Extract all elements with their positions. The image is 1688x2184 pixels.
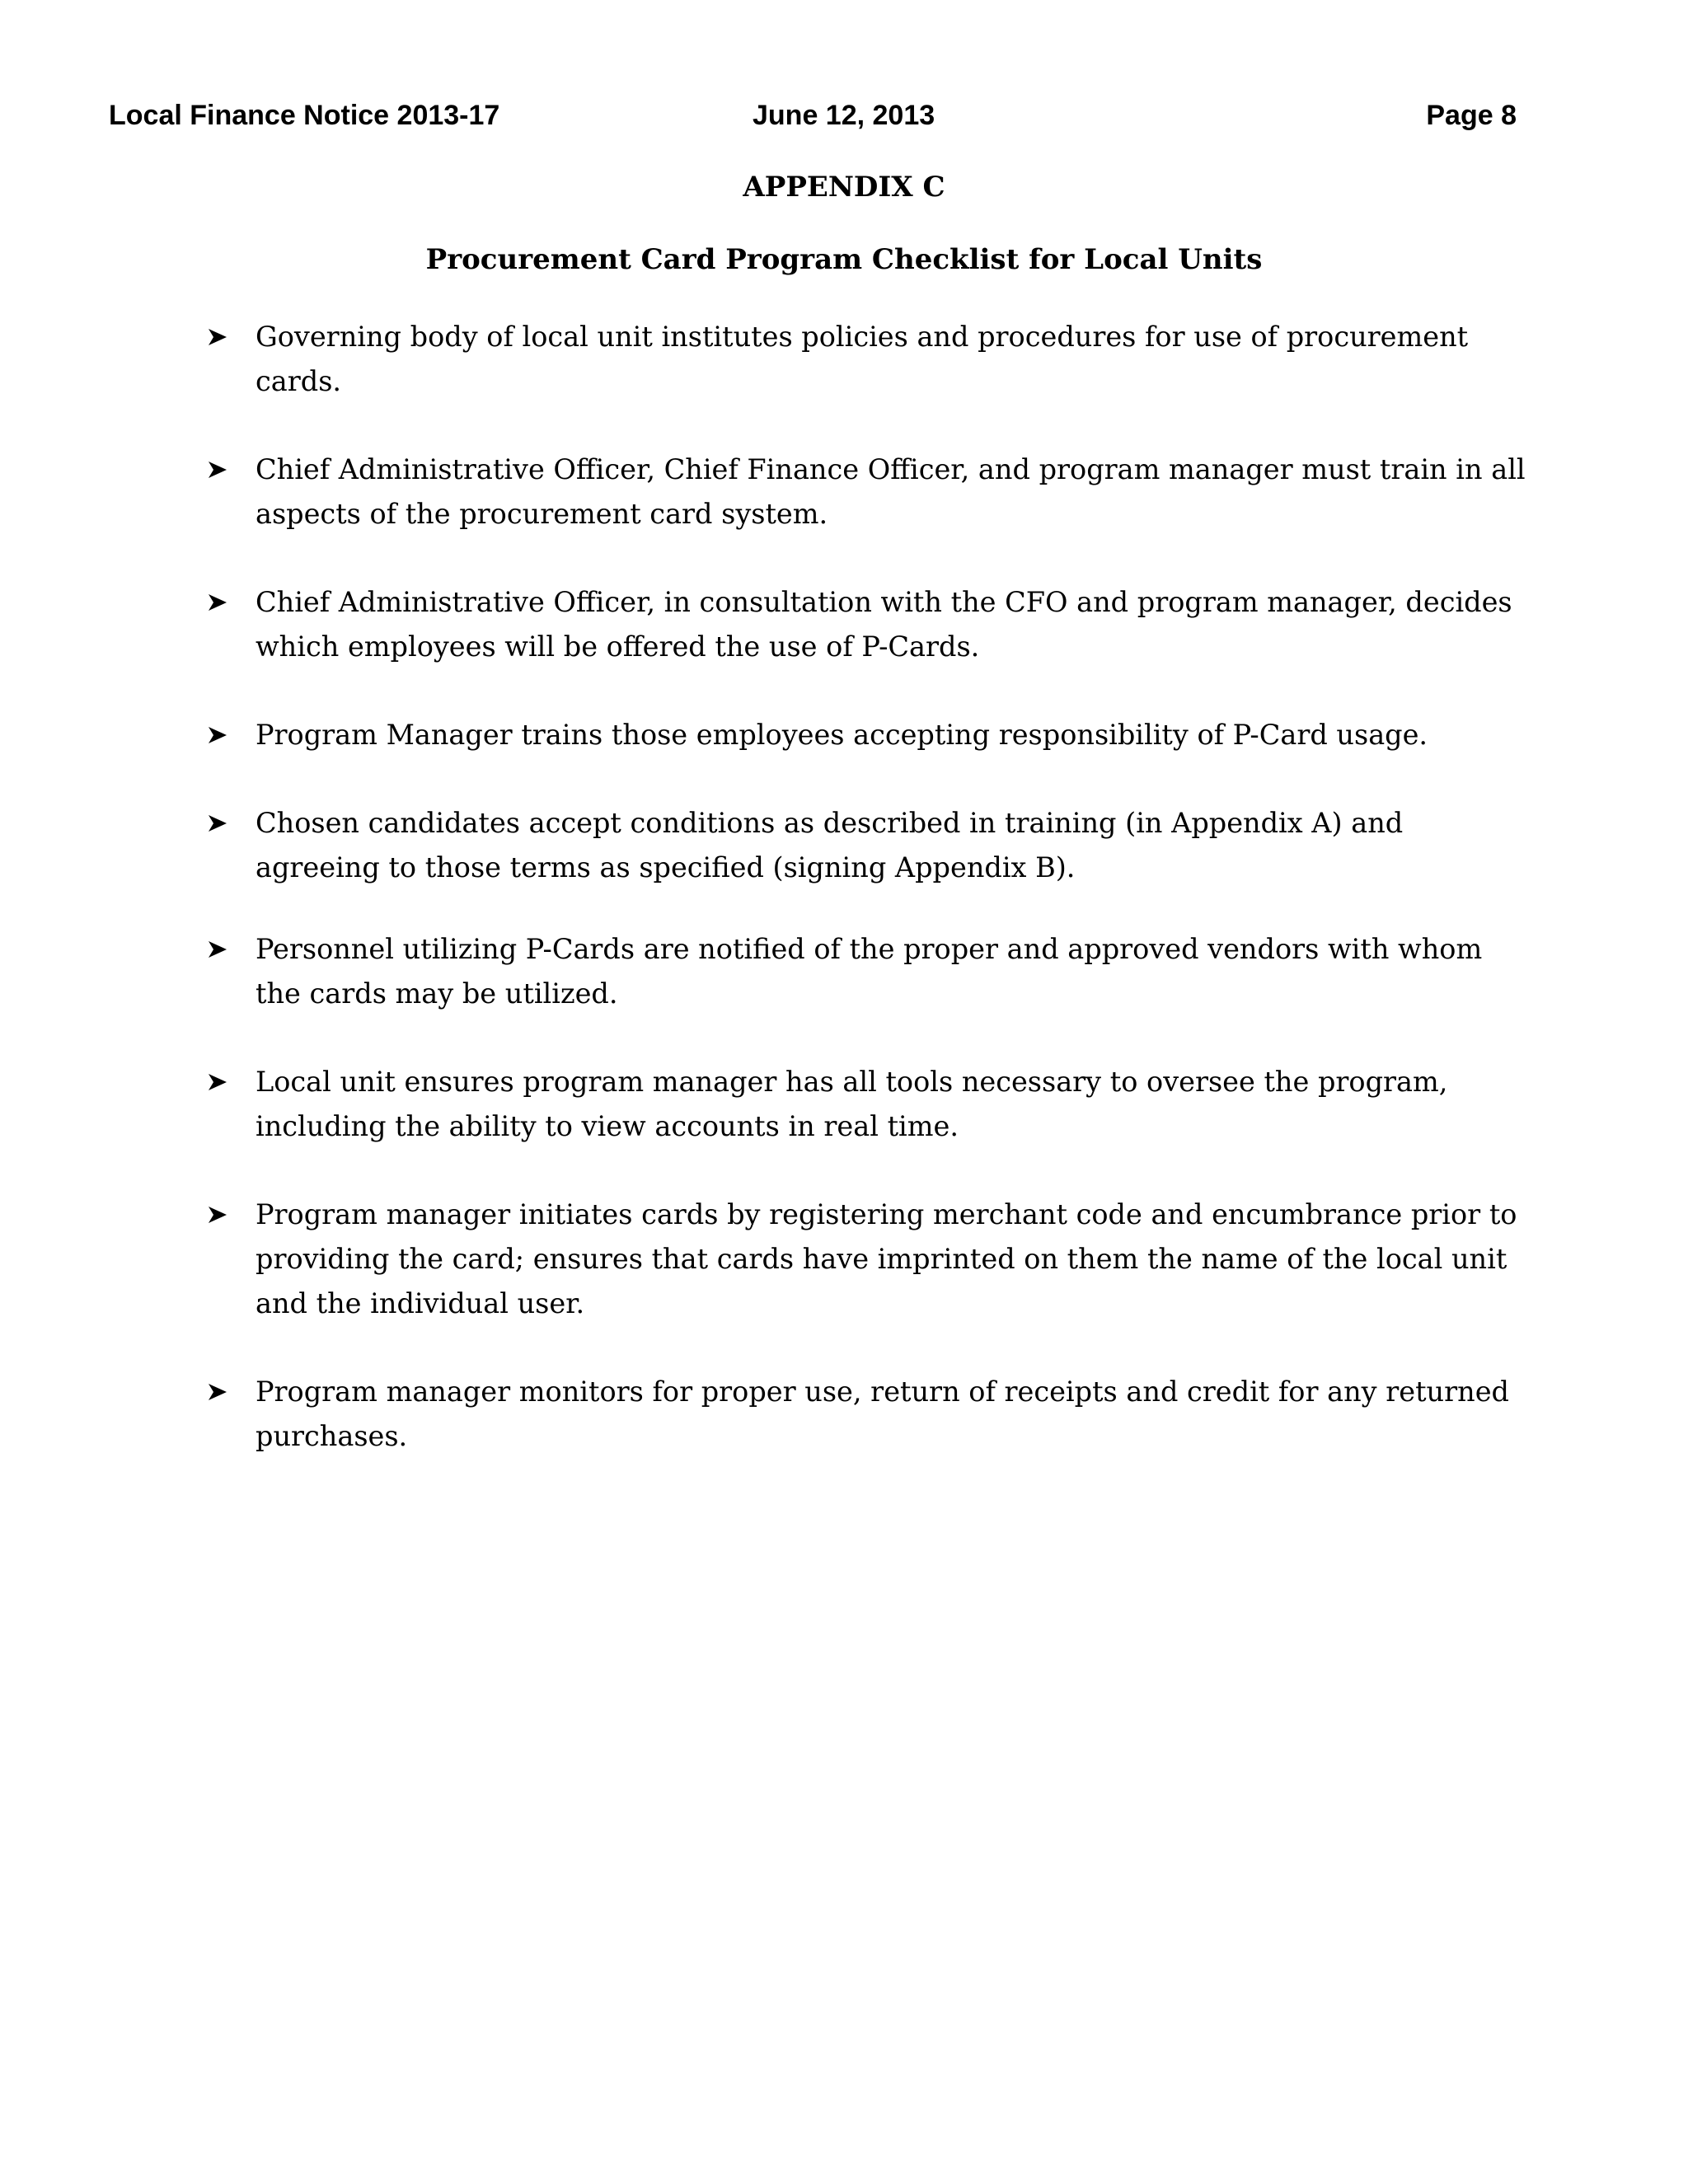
arrowhead-bullet-icon bbox=[208, 1370, 231, 1414]
list-item bbox=[208, 801, 1526, 890]
checklist bbox=[208, 315, 1526, 1502]
list-item bbox=[208, 927, 1526, 1016]
page-title: Procurement Card Program Checklist for Local Units bbox=[425, 243, 1263, 276]
list-item bbox=[208, 713, 1526, 757]
list-item-text: Personnel utilizing P-Cards are notified of the proper and approved vendors with whom the cards may be utilized. bbox=[256, 933, 1483, 1010]
notice-date: June 12, 2013 bbox=[753, 100, 935, 131]
list-item bbox=[208, 1060, 1526, 1149]
arrowhead-bullet-icon bbox=[208, 801, 231, 846]
list-item-text: Program manager monitors for proper use, return of receipts and credit for any returned purchases. bbox=[256, 1376, 1509, 1452]
list-item bbox=[208, 448, 1526, 537]
list-item-text: Local unit ensures program manager has all tools necessary to oversee the program, including the ability to view accounts in real time. bbox=[256, 1066, 1448, 1142]
page-number: Page 8 bbox=[1426, 100, 1517, 131]
notice-number: Local Finance Notice 2013-17 bbox=[109, 100, 500, 131]
arrowhead-bullet-icon bbox=[208, 315, 231, 359]
list-item-text: Chief Administrative Officer, in consultation with the CFO and program manager, decides which employees will be offered the use of P-Cards. bbox=[256, 586, 1512, 663]
list-item bbox=[208, 1193, 1526, 1326]
list-item-text: Governing body of local unit institutes policies and procedures for use of procurement cards. bbox=[256, 321, 1469, 397]
list-item bbox=[208, 315, 1526, 404]
arrowhead-bullet-icon bbox=[208, 927, 231, 972]
list-item-text: Chief Administrative Officer, Chief Finance Officer, and program manager must train in all aspects of the procurement card system. bbox=[256, 453, 1526, 530]
arrowhead-bullet-icon bbox=[208, 713, 231, 757]
page-header bbox=[109, 96, 1517, 134]
arrowhead-bullet-icon bbox=[208, 448, 231, 492]
list-item-text: Program Manager trains those employees accepting responsibility of P-Card usage. bbox=[256, 719, 1428, 751]
arrowhead-bullet-icon bbox=[208, 1193, 231, 1237]
arrowhead-bullet-icon bbox=[208, 580, 231, 625]
arrowhead-bullet-icon bbox=[208, 1060, 231, 1104]
list-item-text: Program manager initiates cards by registering merchant code and encumbrance prior to providing the card; ensures that cards have imprinted on them the name of the local unit and the individual user. bbox=[256, 1198, 1517, 1319]
list-item bbox=[208, 1370, 1526, 1459]
appendix-label: APPENDIX C bbox=[743, 171, 945, 204]
list-item-text: Chosen candidates accept conditions as described in training (in Appendix A) and agreeing to those terms as specified (signing Appendix B). bbox=[256, 807, 1404, 883]
list-item bbox=[208, 580, 1526, 669]
